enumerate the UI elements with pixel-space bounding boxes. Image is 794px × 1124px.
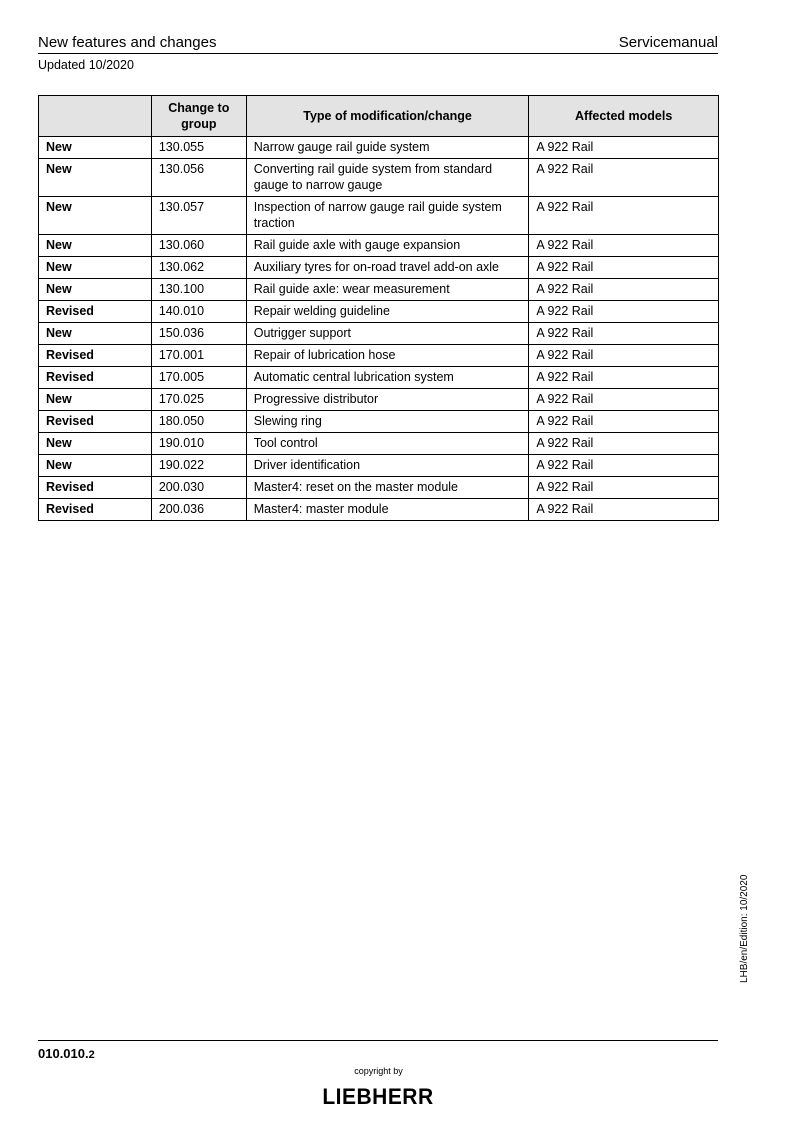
- cell-status: Revised: [39, 477, 152, 499]
- cell-models: A 922 Rail: [529, 367, 719, 389]
- cell-models: A 922 Rail: [529, 411, 719, 433]
- column-header-group: Change to group: [151, 96, 246, 137]
- cell-change: Tool control: [246, 433, 529, 455]
- cell-models: A 922 Rail: [529, 301, 719, 323]
- cell-group: 140.010: [151, 301, 246, 323]
- cell-change: Slewing ring: [246, 411, 529, 433]
- cell-models: A 922 Rail: [529, 499, 719, 521]
- cell-status: Revised: [39, 367, 152, 389]
- page-number-sub: 2: [88, 1049, 95, 1061]
- cell-status: New: [39, 137, 152, 159]
- cell-status: New: [39, 323, 152, 345]
- table-header-row: [39, 96, 719, 137]
- cell-change: Repair welding guideline: [246, 301, 529, 323]
- table-body: [39, 137, 719, 521]
- cell-models: A 922 Rail: [529, 137, 719, 159]
- manual-name: Servicemanual: [618, 34, 718, 51]
- cell-models: A 922 Rail: [529, 257, 719, 279]
- table-row: [39, 389, 719, 411]
- cell-status: New: [39, 235, 152, 257]
- edition-side-note: LHB/en/Edition: 10/2020: [739, 874, 750, 983]
- table-row: [39, 159, 719, 197]
- cell-group: 130.062: [151, 257, 246, 279]
- cell-group: 190.010: [151, 433, 246, 455]
- copyright-label: copyright by: [354, 1066, 403, 1076]
- cell-status: Revised: [39, 499, 152, 521]
- cell-change: Rail guide axle: wear measurement: [246, 279, 529, 301]
- cell-models: A 922 Rail: [529, 433, 719, 455]
- cell-change: Master4: reset on the master module: [246, 477, 529, 499]
- table-row: [39, 235, 719, 257]
- table-row: [39, 433, 719, 455]
- liebherr-logo: [315, 1084, 441, 1106]
- table-row: [39, 197, 719, 235]
- cell-group: 200.030: [151, 477, 246, 499]
- cell-change: Repair of lubrication hose: [246, 345, 529, 367]
- cell-group: 200.036: [151, 499, 246, 521]
- cell-group: 170.025: [151, 389, 246, 411]
- cell-group: 130.057: [151, 197, 246, 235]
- table-row: [39, 477, 719, 499]
- cell-models: A 922 Rail: [529, 323, 719, 345]
- cell-models: A 922 Rail: [529, 389, 719, 411]
- cell-change: Progressive distributor: [246, 389, 529, 411]
- cell-status: Revised: [39, 301, 152, 323]
- cell-group: 150.036: [151, 323, 246, 345]
- table-row: [39, 257, 719, 279]
- cell-group: 130.056: [151, 159, 246, 197]
- cell-change: Converting rail guide system from standard gauge to narrow gauge: [246, 159, 529, 197]
- cell-status: New: [39, 159, 152, 197]
- table-row: [39, 323, 719, 345]
- table-row: [39, 345, 719, 367]
- table-row: [39, 455, 719, 477]
- cell-status: Revised: [39, 411, 152, 433]
- column-header-status: [39, 96, 152, 137]
- cell-change: Automatic central lubrication system: [246, 367, 529, 389]
- cell-change: Master4: master module: [246, 499, 529, 521]
- cell-models: A 922 Rail: [529, 279, 719, 301]
- cell-models: A 922 Rail: [529, 159, 719, 197]
- cell-models: A 922 Rail: [529, 235, 719, 257]
- cell-group: 180.050: [151, 411, 246, 433]
- footer-divider: [38, 1040, 718, 1041]
- table-row: [39, 411, 719, 433]
- cell-status: New: [39, 455, 152, 477]
- cell-status: New: [39, 257, 152, 279]
- table-row: [39, 367, 719, 389]
- cell-models: A 922 Rail: [529, 197, 719, 235]
- column-header-models: Affected models: [529, 96, 719, 137]
- cell-group: 130.060: [151, 235, 246, 257]
- cell-change: Narrow gauge rail guide system: [246, 137, 529, 159]
- header-divider: [38, 53, 718, 54]
- cell-models: A 922 Rail: [529, 345, 719, 367]
- cell-change: Rail guide axle with gauge expansion: [246, 235, 529, 257]
- cell-change: Driver identification: [246, 455, 529, 477]
- cell-group: 130.055: [151, 137, 246, 159]
- column-header-change: Type of modification/change: [246, 96, 529, 137]
- table-row: [39, 279, 719, 301]
- changes-table: [38, 95, 719, 521]
- cell-change: Inspection of narrow gauge rail guide system traction: [246, 197, 529, 235]
- table-row: [39, 301, 719, 323]
- cell-models: A 922 Rail: [529, 455, 719, 477]
- cell-status: New: [39, 279, 152, 301]
- cell-models: A 922 Rail: [529, 477, 719, 499]
- cell-change: Auxiliary tyres for on-road travel add-on axle: [246, 257, 529, 279]
- cell-status: Revised: [39, 345, 152, 367]
- cell-change: Outrigger support: [246, 323, 529, 345]
- cell-status: New: [39, 433, 152, 455]
- updated-date: Updated 10/2020: [38, 58, 134, 72]
- table-row: [39, 499, 719, 521]
- cell-status: New: [39, 389, 152, 411]
- table-row: [39, 137, 719, 159]
- page-header-title: New features and changes: [38, 34, 217, 51]
- cell-group: 170.005: [151, 367, 246, 389]
- cell-group: 130.100: [151, 279, 246, 301]
- liebherr-logo-text: LIEBHERR: [322, 1084, 434, 1106]
- page-number: [38, 1046, 95, 1061]
- page-number-main: 010.010.: [38, 1046, 89, 1061]
- cell-group: 170.001: [151, 345, 246, 367]
- cell-group: 190.022: [151, 455, 246, 477]
- cell-status: New: [39, 197, 152, 235]
